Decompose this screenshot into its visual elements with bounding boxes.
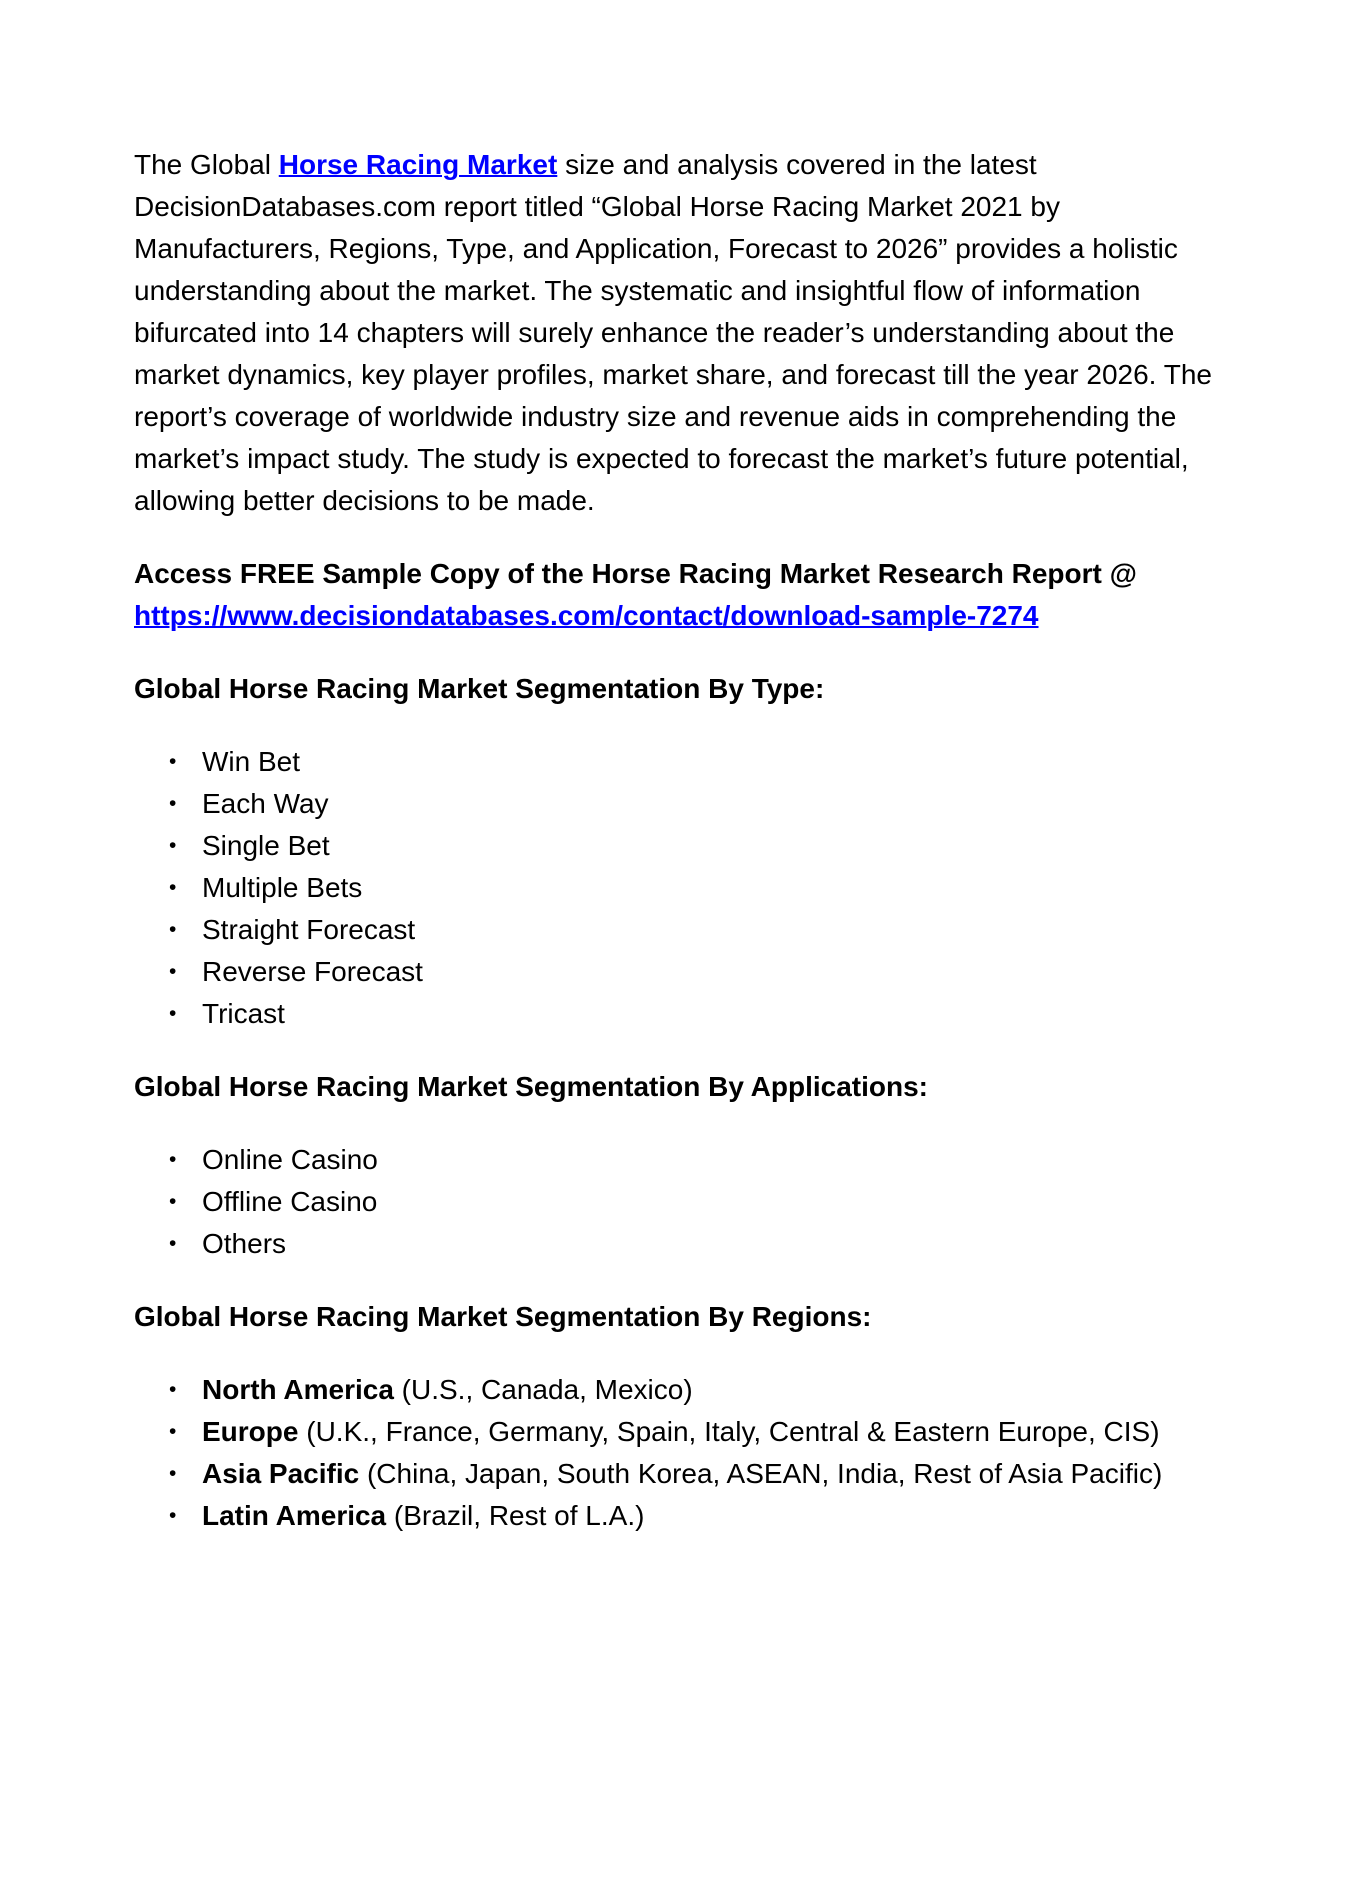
list-item: • Others <box>202 1223 1224 1265</box>
section-heading-applications: Global Horse Racing Market Segmentation By Applications: <box>134 1071 928 1102</box>
region-name: Asia Pacific <box>202 1458 360 1489</box>
intro-body-text: size and analysis covered in the latest DecisionDatabases.com report titled “Global Horse Racing Market 2021 by Manufacturers, Regions, Type, and Application, Forecast to 2026” provides a holistic understanding about the market. The systematic and insightful flow of information bifurcated into 14 chapters will surely enhance the reader’s understanding about the market dynamics, key player profiles, market share, and forecast till the year 2026. The report’s coverage of worldwide industry size and revenue aids in comprehending the market’s impact study. The study is expected to forecast the market’s future potential, allowing better decisions to be made. <box>134 149 1212 516</box>
applications-list <box>134 1139 1224 1265</box>
type-list <box>134 741 1224 1035</box>
section-heading-regions: Global Horse Racing Market Segmentation By Regions: <box>134 1301 872 1332</box>
region-name: Latin America <box>202 1500 387 1531</box>
list-item: • Multiple Bets <box>202 867 1224 909</box>
list-item <box>202 1369 1224 1411</box>
cta-label: Access FREE Sample Copy of the Horse Racing Market Research Report @ <box>134 558 1137 589</box>
region-name: Europe <box>202 1416 299 1447</box>
regions-list <box>134 1369 1224 1537</box>
article-body <box>134 0 1224 1537</box>
list-item: • Online Casino <box>202 1139 1224 1181</box>
list-item: • Each Way <box>202 783 1224 825</box>
list-item <box>202 1495 1224 1537</box>
region-detail: (U.K., France, Germany, Spain, Italy, Central & Eastern Europe, CIS) <box>298 1416 1160 1447</box>
sample-copy-cta <box>134 553 1224 637</box>
list-item: • Single Bet <box>202 825 1224 867</box>
list-item: • Win Bet <box>202 741 1224 783</box>
list-item: • Reverse Forecast <box>202 951 1224 993</box>
region-detail: (U.S., Canada, Mexico) <box>393 1374 693 1405</box>
list-item <box>202 1411 1224 1453</box>
intro-prefix: The Global <box>134 149 279 180</box>
list-item: • Offline Casino <box>202 1181 1224 1223</box>
region-detail: (China, Japan, South Korea, ASEAN, India, Rest of Asia Pacific) <box>359 1458 1163 1489</box>
region-detail: (Brazil, Rest of L.A.) <box>386 1500 645 1531</box>
intro-paragraph <box>134 144 1224 522</box>
list-item: • Straight Forecast <box>202 909 1224 951</box>
region-name: North America <box>202 1374 394 1405</box>
download-sample-link[interactable]: https://www.decisiondatabases.com/contact/download-sample-7274 <box>134 600 1039 631</box>
list-item <box>202 1453 1224 1495</box>
section-heading-type: Global Horse Racing Market Segmentation By Type: <box>134 673 825 704</box>
horse-racing-market-link[interactable]: Horse Racing Market <box>278 149 558 180</box>
list-item: • Tricast <box>202 993 1224 1035</box>
